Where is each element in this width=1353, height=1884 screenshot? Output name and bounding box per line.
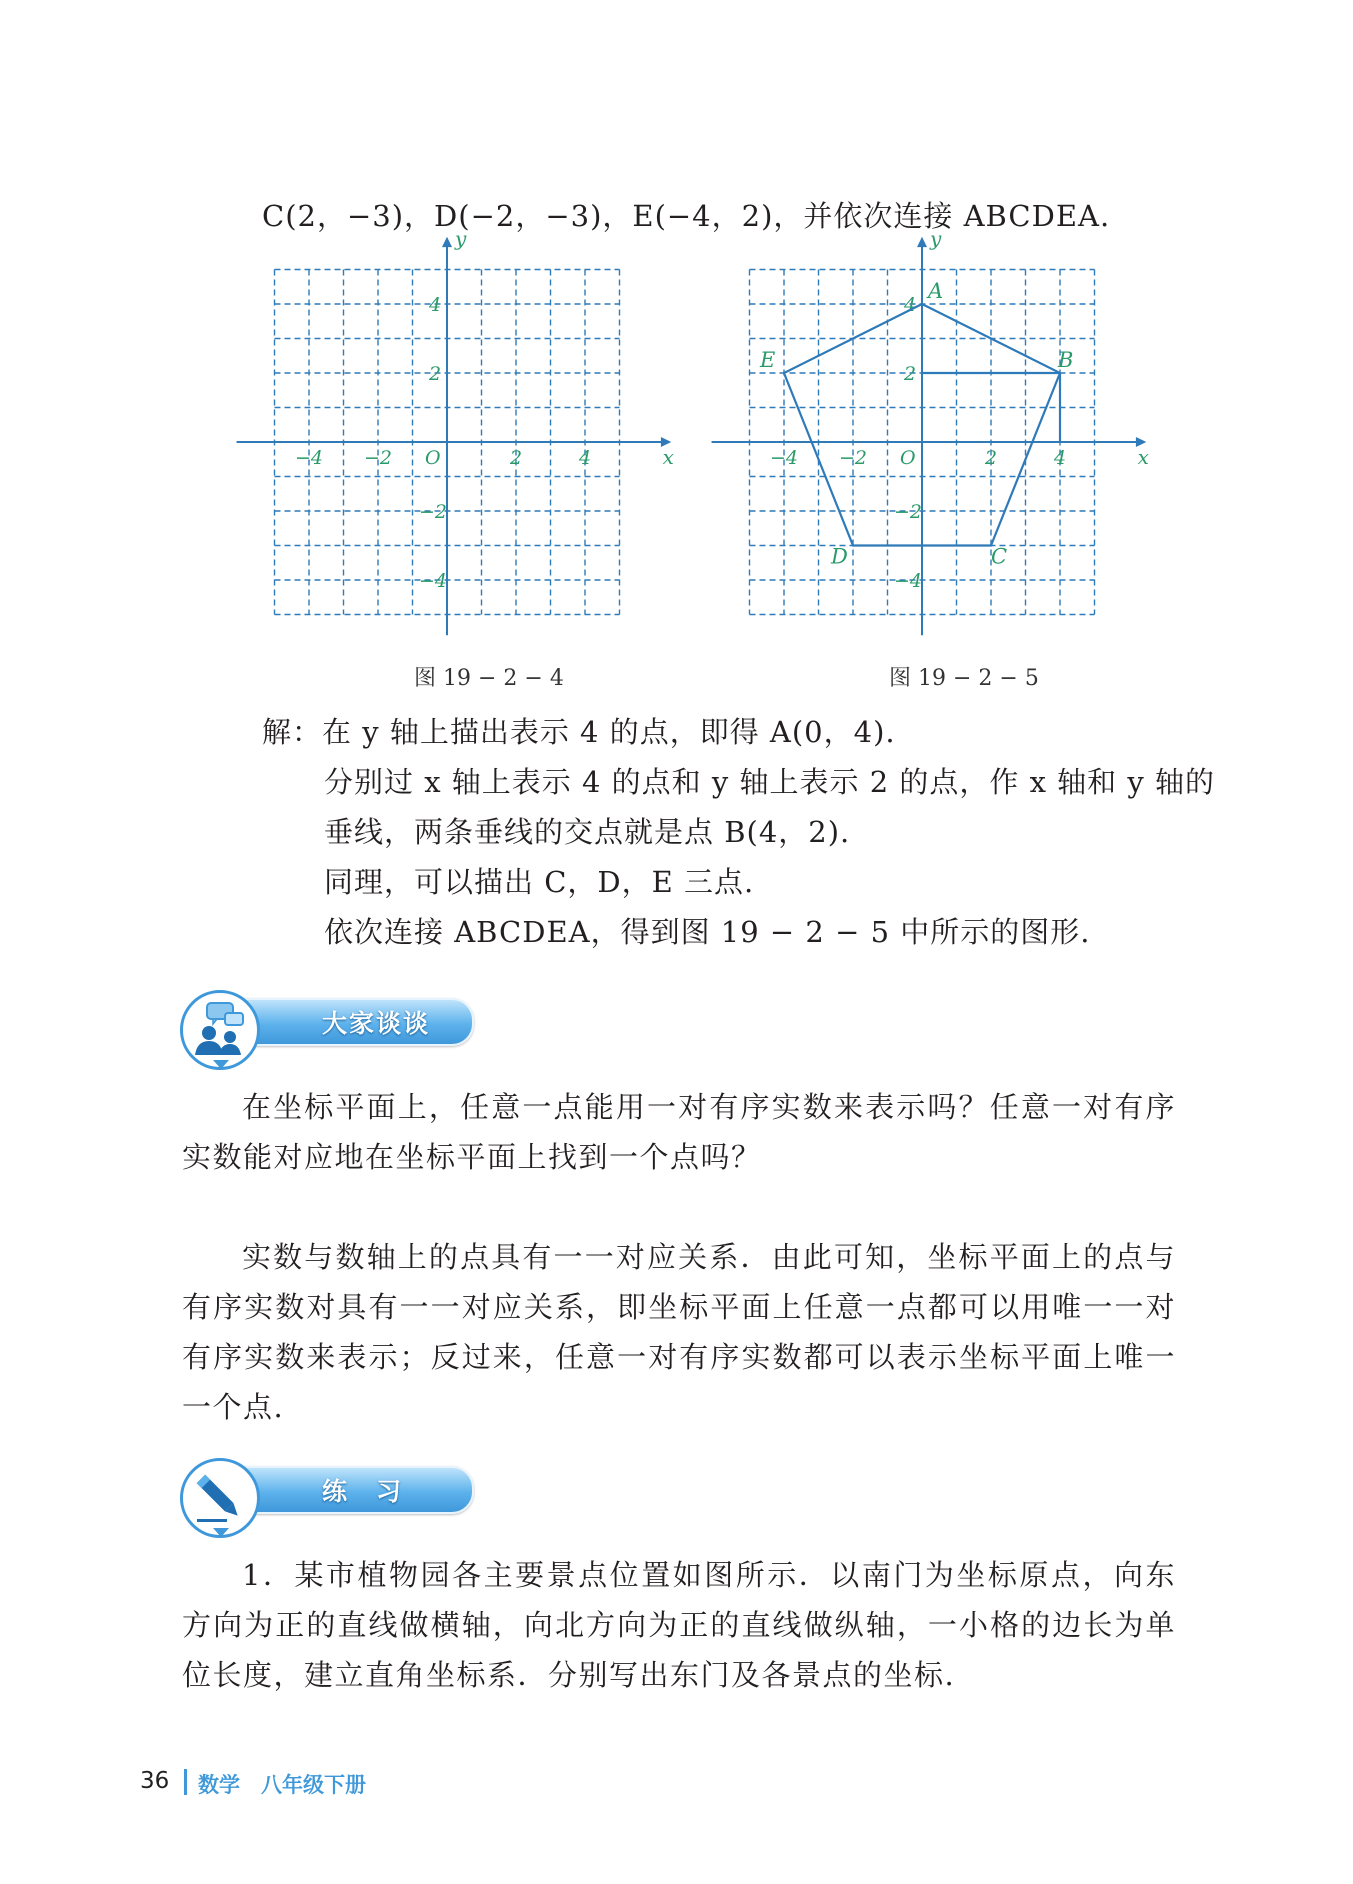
exercise-text: 1．某市植物园各主要景点位置如图所示．以南门为坐标原点，向东方向为正的直线做横轴，向北方向为正的直线做纵轴，一小格的边长为单位长度，建立直角坐标系．分别写出东门及各景点的坐标. <box>182 1558 1176 1692</box>
footer-divider <box>184 1769 187 1795</box>
point-label-e: E <box>760 348 776 372</box>
figure-caption-left: 图 19 − 2 − 4 <box>414 666 564 691</box>
figure-19-2-5 <box>745 226 1175 640</box>
y-axis-label: y <box>930 226 942 251</box>
y-tick-label: 2 <box>429 363 442 385</box>
exercise-marker <box>213 1528 229 1537</box>
point-label-c: C <box>991 544 1008 569</box>
discussion-title: 大家谈谈 <box>322 1009 431 1038</box>
figure-19-2-4 <box>270 226 700 640</box>
exercise-title: 练 习 <box>322 1477 404 1506</box>
x-tick-label: −4 <box>770 447 799 469</box>
y-tick-label: −4 <box>419 570 448 592</box>
solution-line-1: 解：在 y 轴上描出表示 4 的点，即得 A(0，4). <box>262 715 896 749</box>
y-axis-label: y <box>455 226 467 251</box>
y-tick-label: 4 <box>904 294 917 316</box>
y-tick-label: 4 <box>429 294 442 316</box>
discussion-banner <box>150 990 530 1050</box>
x-tick-label: 2 <box>985 447 998 469</box>
intro-line: C(2，−3)，D(−2，−3)，E(−4，2)，并依次连接 ABCDEA. <box>262 199 1111 233</box>
x-axis-label: x <box>662 445 674 469</box>
x-tick-label: −2 <box>839 447 868 469</box>
figure-caption-right: 图 19 − 2 − 5 <box>889 666 1039 691</box>
page-number: 36 <box>140 1768 170 1794</box>
y-axis-arrow <box>442 237 452 247</box>
x-tick-label: −4 <box>295 447 324 469</box>
y-axis-arrow <box>917 237 927 247</box>
x-tick-label: 2 <box>510 447 523 469</box>
discussion-marker <box>213 1060 229 1069</box>
book-title: 数学 八年级下册 <box>198 1773 366 1797</box>
y-tick-label: 2 <box>904 363 917 385</box>
point-label-a: A <box>928 279 944 303</box>
origin-label: O <box>900 447 916 469</box>
origin-label: O <box>425 447 441 469</box>
y-tick-label: −4 <box>894 570 923 592</box>
solution-line-2: 分别过 x 轴上表示 4 的点和 y 轴上表示 2 的点，作 x 轴和 y 轴的 <box>324 765 1215 799</box>
x-tick-label: −2 <box>364 447 393 469</box>
point-label-b: B <box>1058 348 1074 372</box>
pencil-icon <box>180 1458 260 1538</box>
discussion-text: 在坐标平面上，任意一点能用一对有序实数来表示吗？任意一对有序实数能对应地在坐标平面上找到一个点吗？ <box>182 1090 1176 1174</box>
people-chat-icon <box>180 990 260 1070</box>
x-tick-label: 4 <box>579 447 592 469</box>
solution-line-4: 同理，可以描出 C，D，E 三点. <box>324 865 755 899</box>
solution-line-3: 垂线，两条垂线的交点就是点 B(4，2). <box>324 815 851 849</box>
coordinate-grid-left <box>270 226 700 640</box>
x-tick-label: 4 <box>1054 447 1067 469</box>
coordinate-grid-right <box>745 226 1175 640</box>
y-tick-label: −2 <box>419 501 448 523</box>
solution-line-5: 依次连接 ABCDEA，得到图 19 − 2 − 5 中所示的图形. <box>324 915 1091 949</box>
point-label-d: D <box>831 544 848 569</box>
conclusion-paragraph: 实数与数轴上的点具有一一对应关系．由此可知，坐标平面上的点与有序实数对具有一一对应关系，即坐标平面上任意一点都可以用唯一一对有序实数来表示；反过来，任意一对有序实数都可以表示坐标平面上唯一一个点. <box>182 1240 1176 1424</box>
y-tick-label: −2 <box>894 501 923 523</box>
exercise-banner <box>150 1458 530 1518</box>
x-axis-label: x <box>1137 445 1149 469</box>
